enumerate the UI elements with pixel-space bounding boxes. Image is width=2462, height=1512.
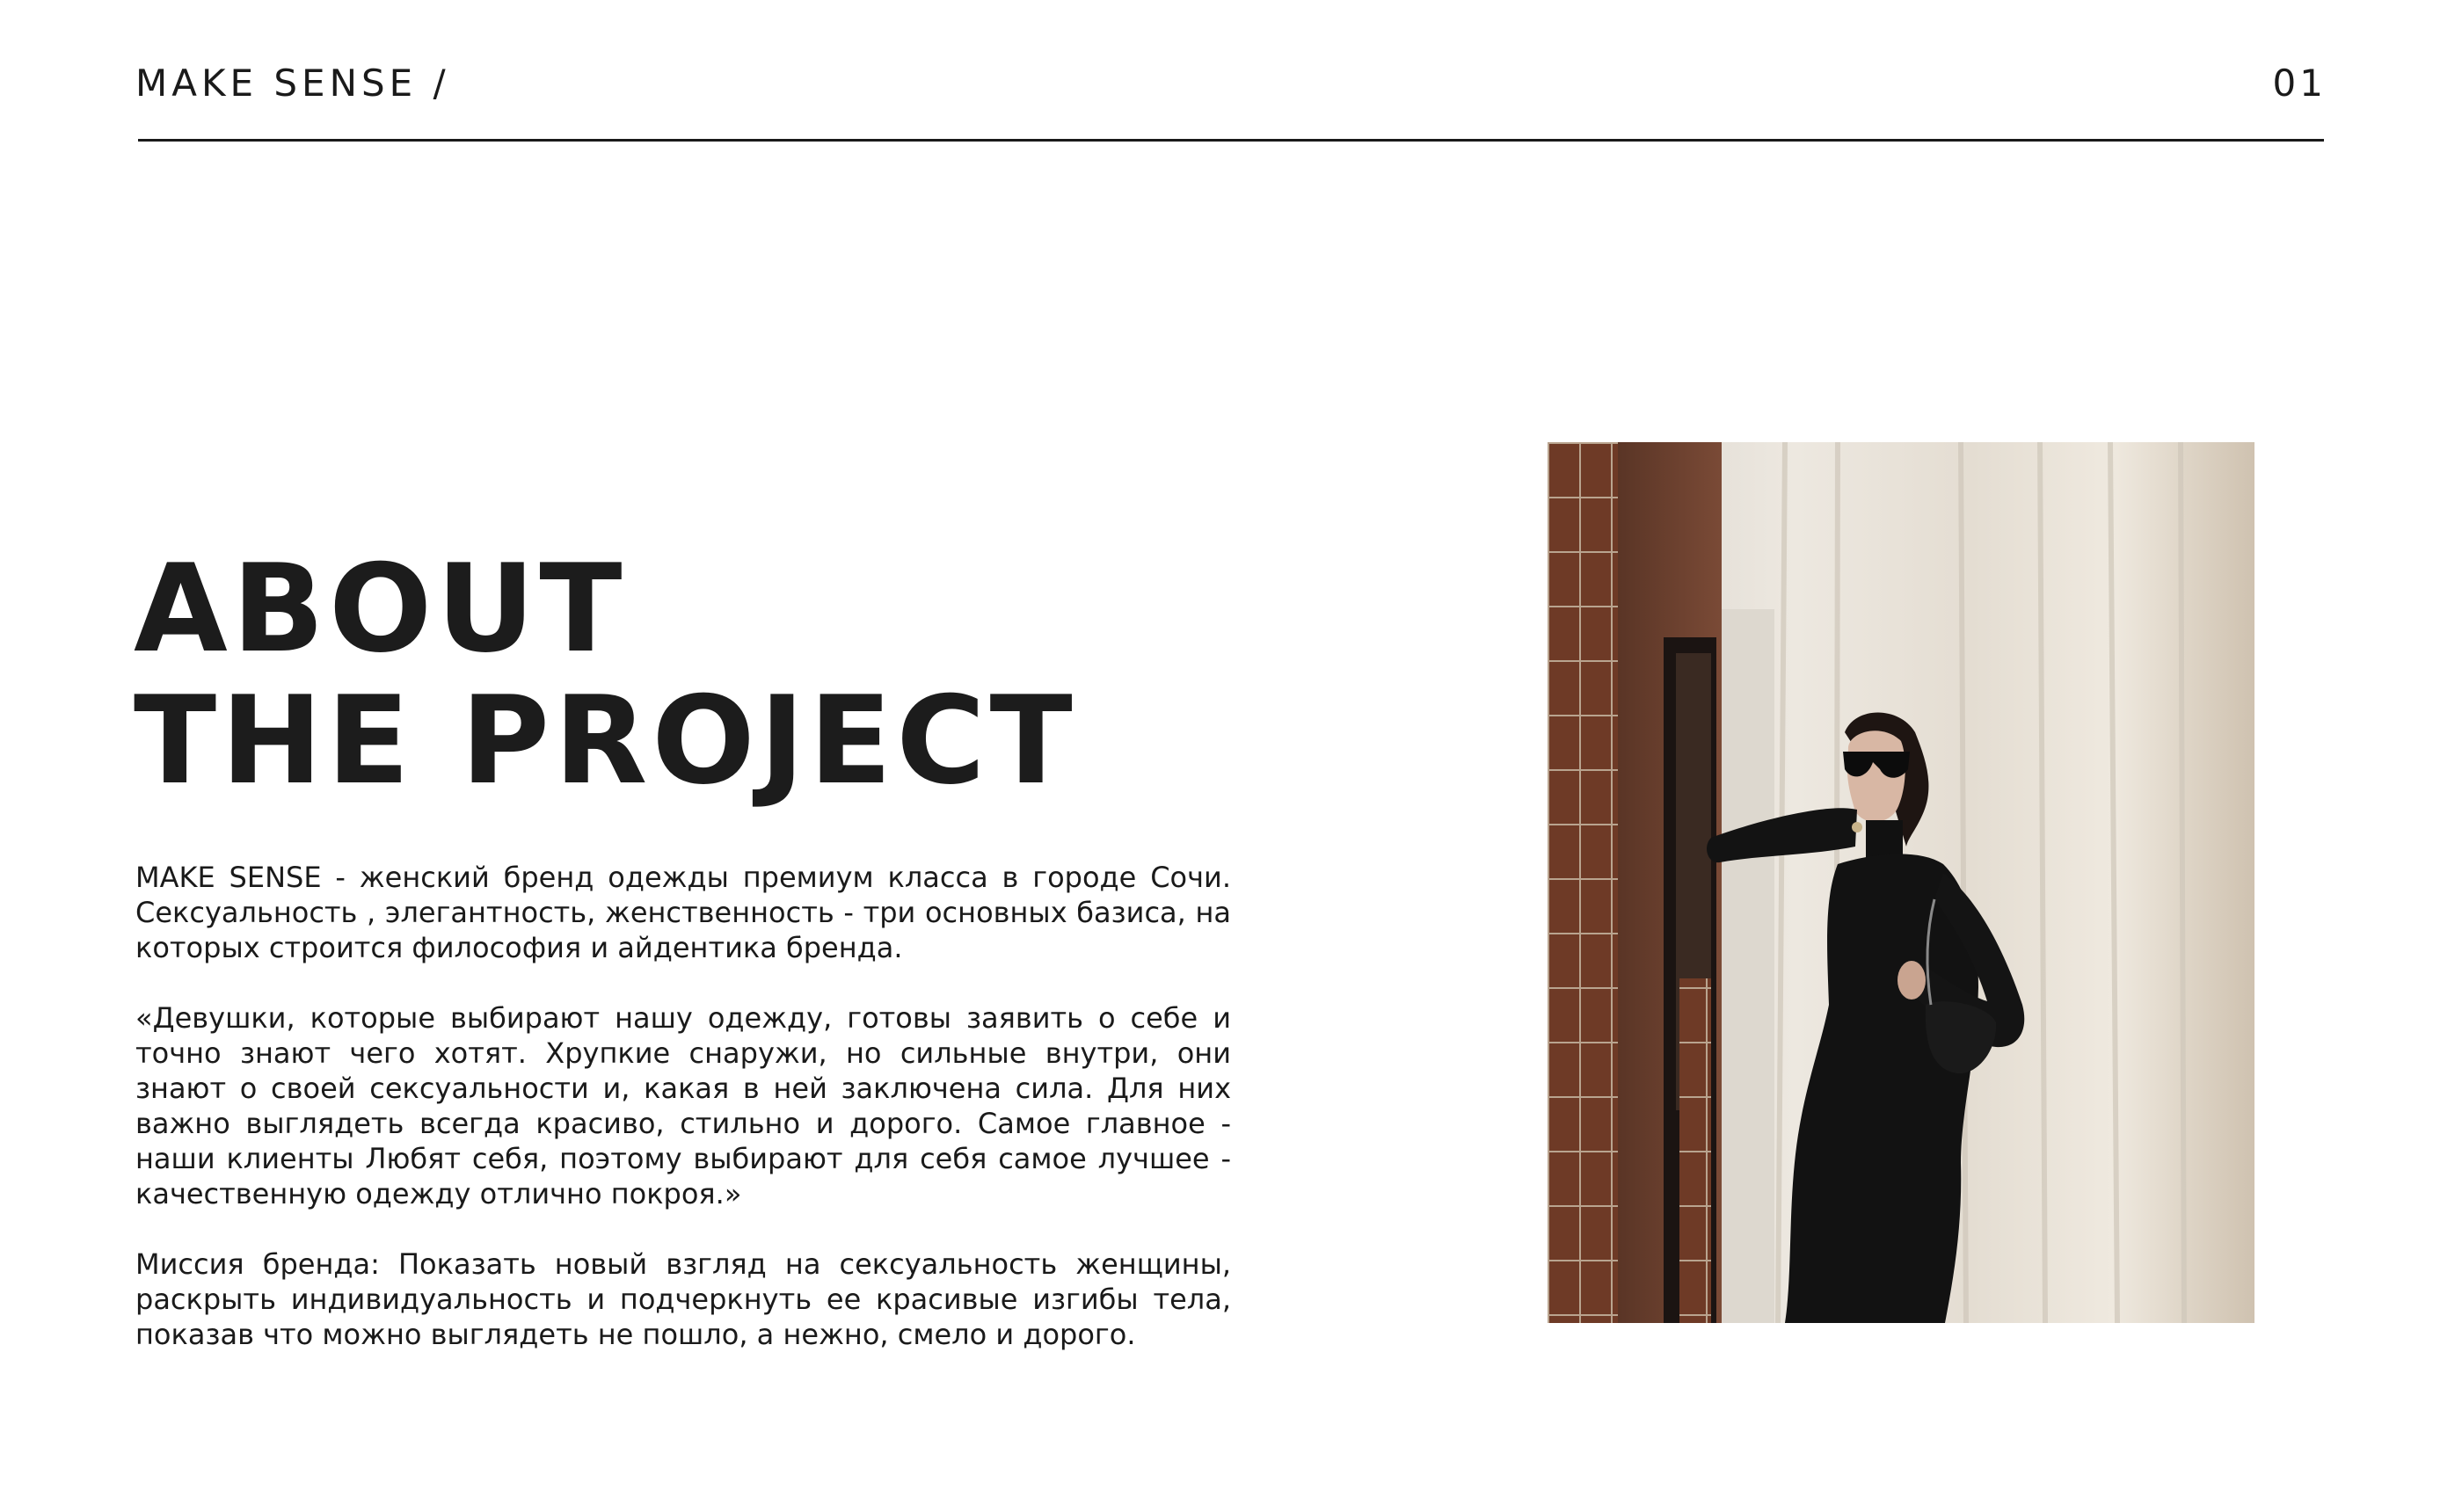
- page-title-line-2: THE PROJECT: [134, 670, 1077, 811]
- page-number: 01: [2272, 62, 2327, 105]
- brand-intro-paragraph: MAKE SENSE - женский бренд одежды премиум класса в городе Сочи. Сексуальность , элегантность, женственность - три основных базиса, на которых строится философия и айдентика бренда.: [135, 861, 1231, 964]
- customer-quote-paragraph: «Девушки, которые выбирают нашу одежду, готовы заявить о себе и точно знают чего хотят. Хрупкие снаружи, но сильные внутри, они знают о своей сексуальности и, какая в ней заключена сила. Для них важно выглядеть всегда красиво, стильно и дорого. Самое главное - наши клиенты Любят себя, поэтому выбирают для себя самое лучшее - качественную одежду отлично покроя.»: [135, 1001, 1231, 1210]
- description-block: [135, 860, 1231, 1387]
- model-photo: [1548, 442, 2254, 1323]
- page-title-line-1: ABOUT: [134, 538, 627, 680]
- mission-paragraph: Миссия бренда: Показать новый взгляд на сексуальность женщины, раскрыть индивидуальность и подчеркнуть ее красивые изгибы тела, показав что можно выглядеть не пошло, а нежно, смело и дорого.: [135, 1247, 1231, 1351]
- page-title: [134, 538, 1077, 811]
- header-divider: [138, 139, 2324, 142]
- brand-label: MAKE SENSE /: [135, 62, 450, 105]
